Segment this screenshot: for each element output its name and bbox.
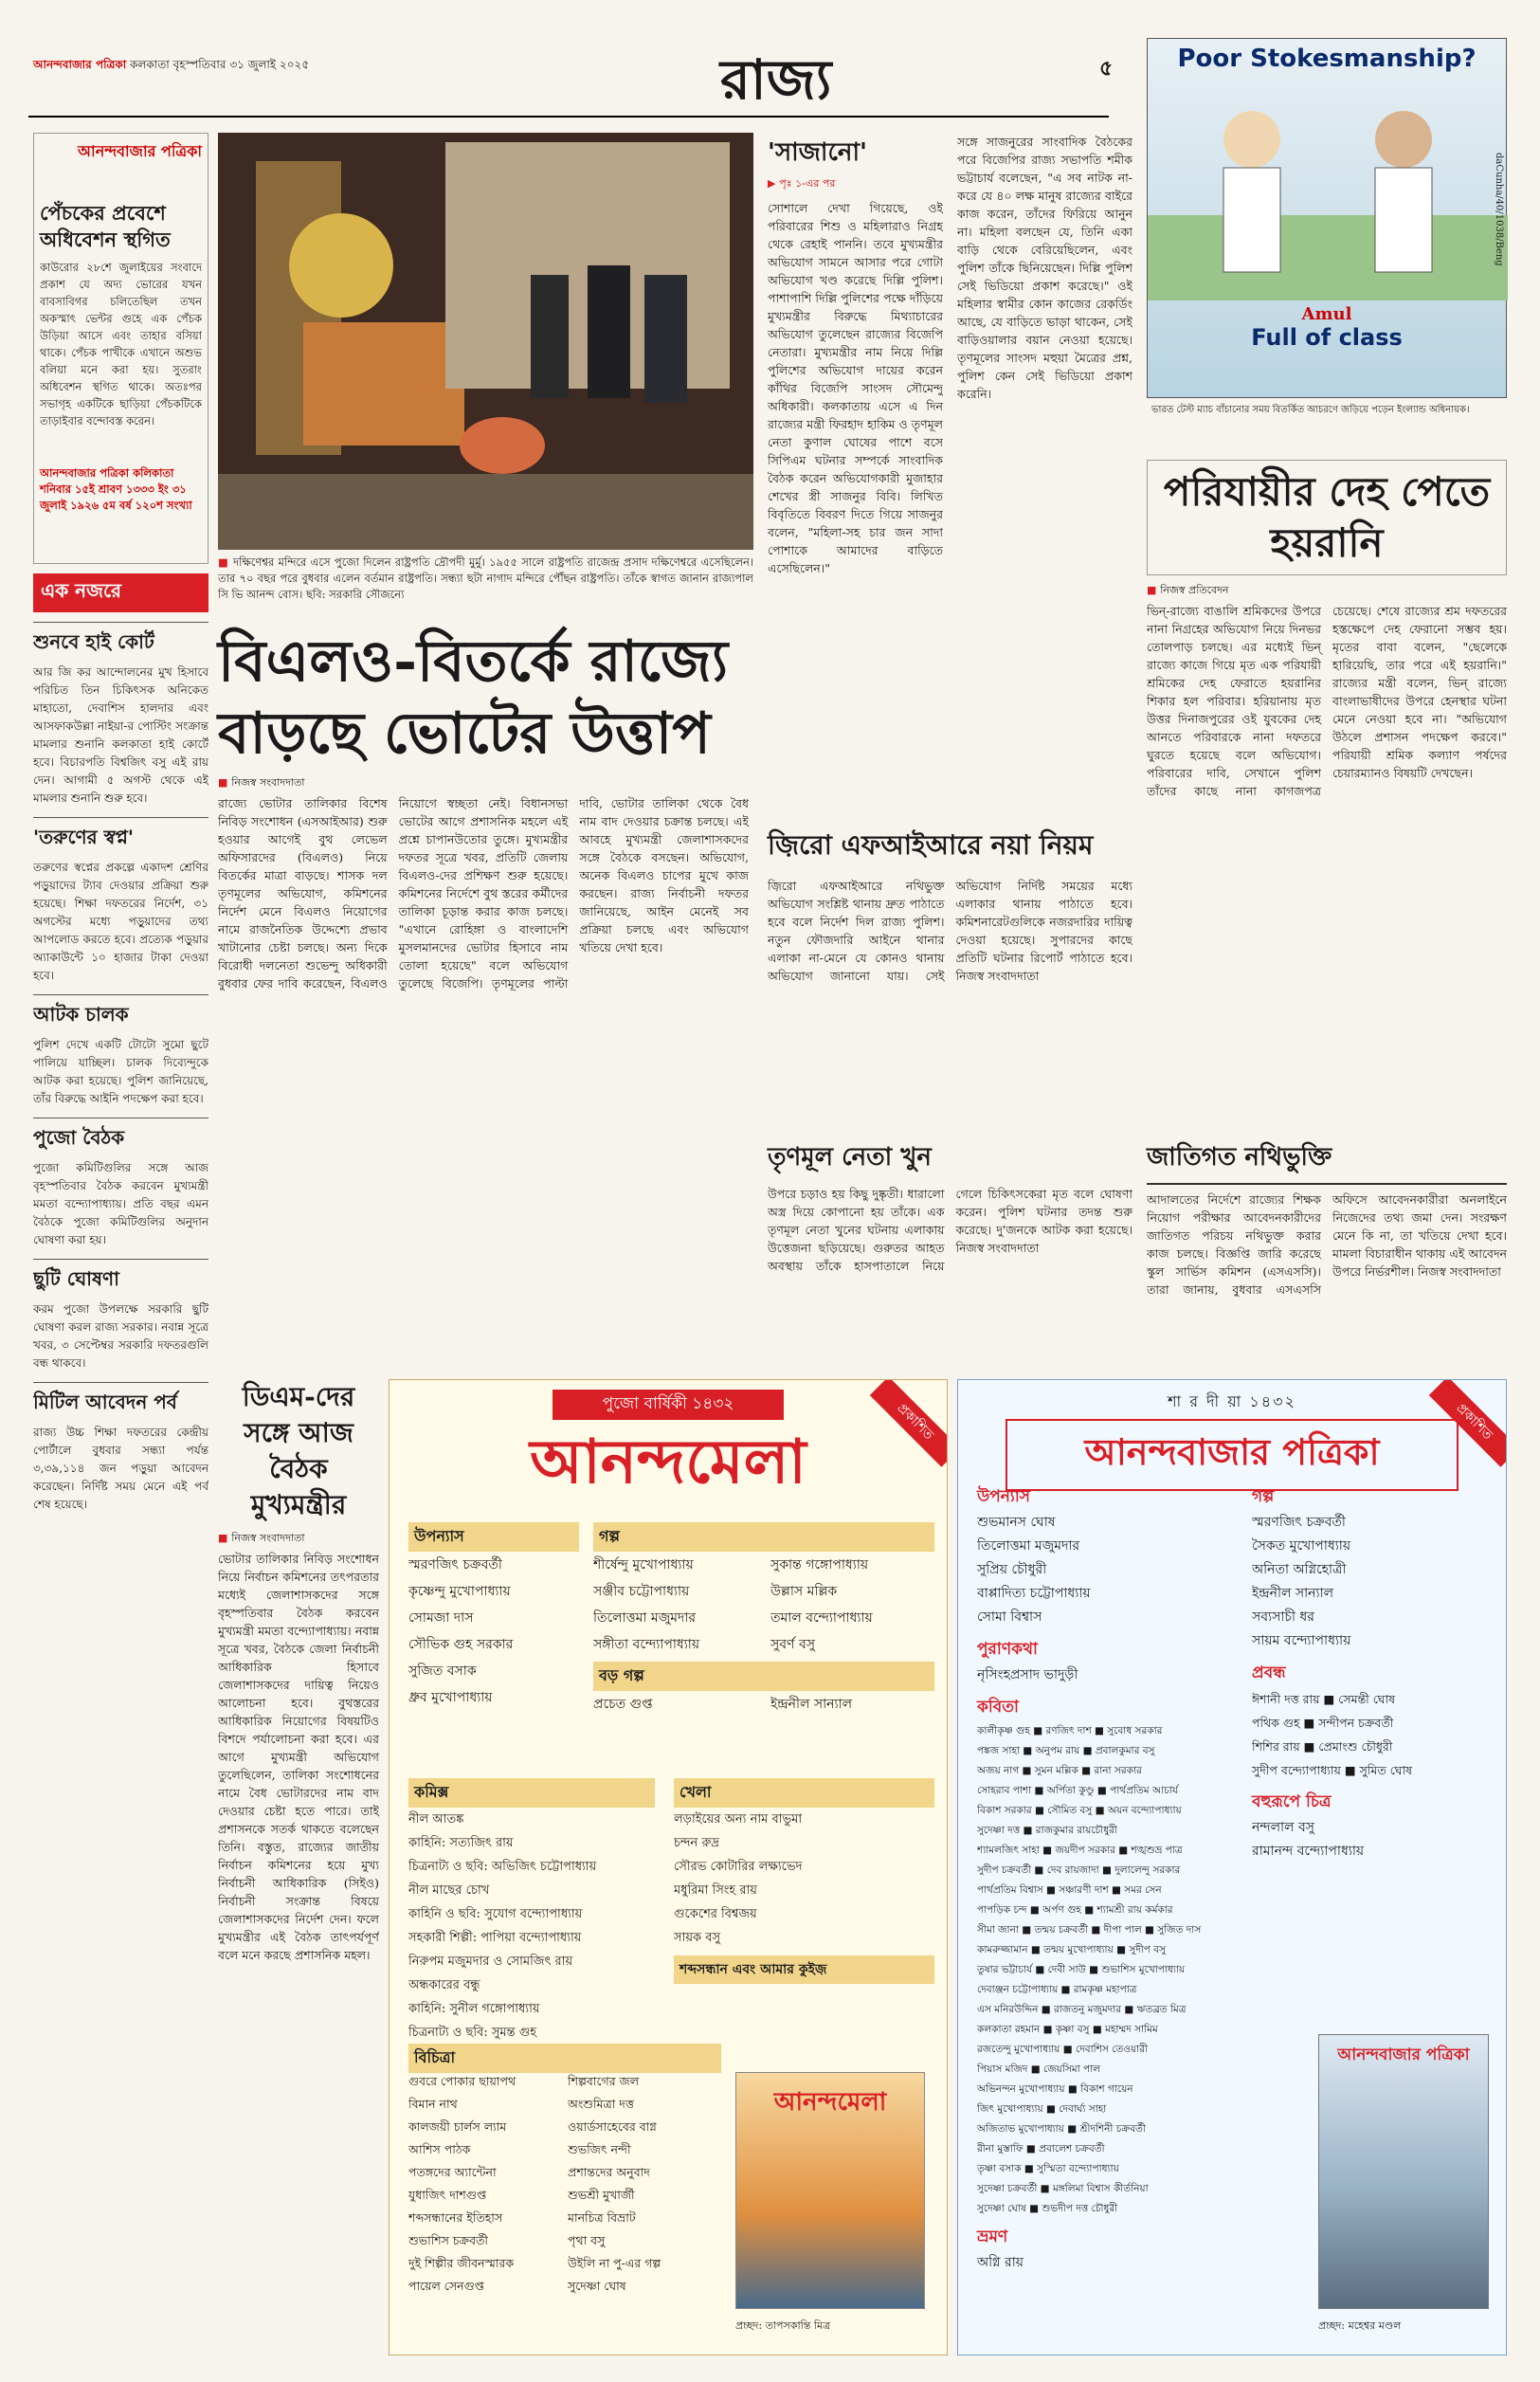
abp-left-col [977, 1484, 1223, 2274]
abp-upanyas-item: বাপ্পাদিত্য চট্টোপাধ্যায় [977, 1586, 1091, 1601]
president-photo [218, 133, 753, 550]
abp-upanyas-item: শুভমানস ঘোষ [977, 1515, 1056, 1530]
am-bichitra-item: দুই শিল্পীর জীবনস্মারক [408, 2256, 515, 2270]
cartoon-brand: Amul [1301, 304, 1352, 324]
section-title: রাজ্য [720, 47, 832, 112]
am-comics-item: অন্ধকারের বন্ধু [408, 1978, 480, 1992]
blo-headline: বিএলও-বিতর্কে রাজ্যে বাড়ছে ভোটের উত্তাপ [218, 628, 729, 767]
am-khela-block [674, 1778, 934, 1984]
cartoon-credit: daCunha/40/1038/Beng [1494, 153, 1504, 266]
ek-nojore-item-head: পুজো বৈঠক [33, 1118, 208, 1155]
blo-byline-text: নিজস্ব সংবাদদাতা [231, 776, 305, 789]
page-number: ৫ [1099, 56, 1114, 81]
am-comics-item: নীল আতঙ্ক [408, 1812, 464, 1827]
am-bichitra-item: গুবরে পোকার ছায়াপথ [408, 2074, 516, 2088]
am-comics-item: কাহিনি ও ছবি: সুযোগ বন্দ্যোপাধ্যায় [408, 1907, 583, 1921]
anandamela-cover [735, 2072, 925, 2309]
migrant-headline: পরিযায়ীর দেহ পেতে হয়রানি [1147, 460, 1507, 575]
anandamela-logo: আনন্দমেলা [530, 1427, 806, 1498]
abp-probondho-head: প্রবন্ধ [1252, 1664, 1286, 1682]
am-comics-item: সহকারী শিল্পী: পাপিয়া বন্দ্যোপাধ্যায় [408, 1931, 582, 1945]
abp-kobita-head: কবিতা [977, 1698, 1019, 1717]
ek-nojore-item-body: পুজো কমিটিগুলির সঙ্গে আজ বৃহস্পতিবার বৈঠক করবেন মুখ্যমন্ত্রী মমতা বন্দ্যোপাধ্যায়। প্রতি বছর এমন বৈঠকে পুজো কমিটিগুলির অনুদান ঘোষণা করা হয়। [33, 1161, 208, 1246]
abp-bohurupe-item: নন্দলাল বসু [1252, 1820, 1315, 1835]
caste-story [1147, 1137, 1507, 1299]
abp-kobita-item: দেবাঞ্জন চট্টোপাধ্যায় ■ রামকৃষ্ণ মহাপাত্র [977, 1984, 1137, 1995]
abp-probondho-item: সুদীপ বন্দ্যোপাধ্যায় ■ সুমিত ঘোষ [1252, 1763, 1413, 1777]
blo-body: রাজ্যে ভোটার তালিকার বিশেষ নিবিড় সংশোধন (এসআইআর) শুরু হওয়ার আগেই বুথ লেভেল অফিসারদের (বিএলও) নিয়ে বিতর্কের মাত্রা বাড়ছে। শাসক দল তৃণমূলের অভিযোগ, কমিশনের নির্দেশ মেনে বিএলও নিয়োগের নামে রাজনৈতিক উদ্দেশ্যে প্রভাব খাটানোর চেষ্টা চলছে। অন্য দিকে বিরোধী দলনেতা শুভেন্দু অধিকারী বুধবার ফের দাবি করেছেন, বিএলও নিয়োগে স্বচ্ছতা নেই। বিধানসভা ভোটের আগে প্রশাসনিক মহলে এই প্রশ্নে চাপানউতোর তুঙ্গে। মুখ্যমন্ত্রীর দফতর সূত্রে খবর, প্রতিটি জেলায় বিএলও-দের প্রশিক্ষণ শুরু হয়েছে। কমিশনের নির্দেশে বুথ স্তরের কর্মীদের তালিকা চূড়ান্ত করার কাজ চলছে। "এখানে রোহিঙ্গা ও বাংলাদেশি মুসলমানদের ভোটার হিসাবে নাম তোলা হয়েছে" বলে অভিযোগ তুলেছে বিজেপি। তৃণমূলের পাল্টা দাবি, ভোটার তালিকা থেকে বৈধ নাম বাদ দেওয়ার চক্রান্ত চলছে। এই আবহে মুখ্যমন্ত্রী জেলাশাসকদের সঙ্গে বৈঠকে বসছেন। অভিযোগ, অনেক বিএলও চাপের মুখে কাজ করছেন। রাজ্য নির্বাচনী দফতর জানিয়েছে, আইন মেনেই সব প্রক্রিয়া চলছে এবং অভিযোগ খতিয়ে দেখা হবে। [218, 796, 749, 991]
abp-bhromon-head: ভ্রমণ [977, 2227, 1008, 2246]
ek-nojore-item-head: মিটিল আবেদন পর্ব [33, 1382, 208, 1420]
am-bichitra2-item: সুদেষ্ণা ঘোষ [568, 2279, 626, 2293]
am-bichitra2-item: পৃথা বসু [568, 2233, 606, 2247]
am-bichitra-item: কালজয়ী চার্লস ল্যাম [408, 2119, 507, 2134]
anandamela-pujo: পুজো বার্ষিকী ১৪৩২ [553, 1390, 784, 1420]
dm-headline: ডিএম-দের সঙ্গে আজ বৈঠক মুখ্যমন্ত্রীর [242, 1381, 355, 1520]
masthead-rule [28, 116, 1109, 118]
caste-body: আদালতের নির্দেশে রাজ্যের শিক্ষক নিয়োগ পরীক্ষার আবেদনকারীদের জাতিগত পরিচয় নথিভুক্ত করার কাজ চলছে। বিজ্ঞপ্তি জারি করেছে স্কুল সার্ভিস কমিশন (এসএসসি)। তারা জানায়, বুধবার এসএসসি অফিসে আবেদনকারীরা অনলাইনে নিজেদের তথ্য জমা দেন। সংরক্ষণ মেনে কি না, তা খতিয়ে দেখা হবে। মামলা বিচারাধীন থাকায় এই আবেদন উপরে নির্ভরশীল। নিজস্ব সংবাদদাতা [1147, 1192, 1507, 1297]
abp-kobita-item: অজিতাভ মুখোপাধ্যায় ■ শ্রীদশিনী চক্রবর্তী [977, 2123, 1146, 2135]
archive-headline: পেঁচকের প্রবেশে অধিবেশন স্থগিত [40, 201, 171, 251]
am-upanyas-block [408, 1522, 579, 1711]
photo-caption-text: দক্ষিণেশ্বর মন্দিরে এসে পুজো দিলেন রাষ্ট্রপতি দ্রৌপদী মুর্মু। ১৯৫৫ সালে রাষ্ট্রপতি রাজেন্দ্র প্রসাদ দক্ষিণেশ্বরে এসেছিলেন। তার ৭০ বছর পরে বুধবার এলেন বর্তমান রাষ্ট্রপতি। সন্ধ্যা ছটা নাগাদ মন্দিরে পৌঁছন রাষ্ট্রপতি। তাঁকে স্বাগত জানান রাজ্যপাল সি ভি আনন্দ বোস। ছবি: সরকারি সৌজন্যে [218, 555, 753, 601]
ek-nojore-item-head: ছুটি ঘোষণা [33, 1259, 208, 1297]
abp-bhromon-item: অগ্নি রায় [977, 2255, 1024, 2270]
am-golpo-item: সুবর্ণ বসু [770, 1637, 815, 1652]
am-bichitra-item: যুধাজিৎ দাশগুপ্ত [408, 2188, 487, 2202]
am-bichitra2-item: উইলি না পু-এর গল্প [568, 2256, 661, 2270]
am-comics-item: নীল মাছের চোখ [408, 1883, 490, 1898]
am-bichitra2-item: শুভশ্রী মুখার্জী [568, 2188, 635, 2202]
am-khela-item: চন্দন রুদ্র [674, 1836, 719, 1850]
am-boro-item: প্রচেত গুপ্ত [593, 1697, 653, 1712]
abp-kobita-item: সীমা জানা ■ তন্ময় চক্রবর্তী ■ দীপা পাল ■ সুজিত দাস [977, 1924, 1202, 1936]
masthead-paper-name: আনন্দবাজার পত্রিকা [33, 58, 127, 71]
ek-nojore-item-body: আর জি কর আন্দোলনের মুখ হিসাবে পরিচিত তিন চিকিৎসক অনিকেত মাহাতো, দেবাশিস হালদার এবং আসফাকউল্লা নাইয়া-র পোস্টিং সংক্রান্ত মামলার শুনানি কলকাতা হাই কোর্টে হবে। বিচারপতি বিশ্বজিৎ বসু এই রায় দেন। আগামী ৫ অগস্ট থেকে এই মামলার শুনানি শুরু হবে। [33, 665, 208, 805]
zero-fir-body: জ়িরো এফআইআরে নথিভুক্ত অভিযোগ সংশ্লিষ্ট থানায় দ্রুত পাঠাতে হবে বলে নির্দেশ দিল রাজ্য পুলিশ। নতুন ফৌজদারি আইনে থানার এলাকা না-মেনে যে কোনও থানায় অভিযোগ জানানো যায়। সেই অভিযোগ নির্দিষ্ট সময়ের মধ্যে এলাকার থানায় পাঠাতে হবে। কমিশনারেটগুলিকে নজরদারির দায়িত্ব দেওয়া হয়েছে। সুপারদের কাছে প্রতিটি ঘটনার রিপোর্ট পাঠাতে হবে। নিজস্ব সংবাদদাতা [768, 879, 1132, 983]
am-khela-item: লড়াইয়ের অন্য নাম বাভুমা [674, 1812, 803, 1827]
abp-logo: আনন্দবাজার পত্রিকা [1006, 1419, 1458, 1491]
abp-kobita-item: সুদীপ চক্রবর্তী ■ দেব রায়জাদা ■ দুলালেন্দু সরকার [977, 1864, 1181, 1876]
abp-kobita-item: তৃষ্ণা বসাক ■ সুস্মিতা বন্দ্যোপাধ্যায় [977, 2163, 1119, 2174]
archive-footer: আনন্দবাজার পত্রিকা কলিকাতা শনিবার ১৫ই শ্রাবণ ১৩৩৩ ইং ৩১ জুলাই ১৯২৬ ৫ম বর্ষ ১২০শ সংখ্যা [40, 466, 192, 512]
am-bichitra2-item: শিল্পবাগের জল [568, 2074, 640, 2088]
ek-nojore [33, 573, 208, 2355]
abp-kobita-item: রীনা মুস্তাফি ■ প্রবালেশ চক্রবর্তী [977, 2143, 1105, 2155]
am-bichitra-item: শব্দসন্ধানের ইতিহাস [408, 2210, 503, 2225]
abp-probondho-item: শিশির রায় ■ প্রেমাংশু চৌধুরী [1252, 1739, 1393, 1754]
masthead-date-line [33, 57, 507, 72]
temple-photo-image [218, 133, 753, 550]
tmc-body: উপরে চড়াও হয় কিছু দুষ্কৃতী। ধারালো অস্ত্র দিয়ে কোপানো হয় তাঁকে। এক তৃণমূল নেতা খুনের ঘটনায় এলাকায় উত্তেজনা ছড়িয়েছে। গুরুতর আহত অবস্থায় তাঁকে হাসপাতালে নিয়ে গেলে চিকিৎসকেরা মৃত বলে ঘোষণা করেন। পুলিশ ঘটনার তদন্ত শুরু করেছে। দু'জনকে আটক করা হয়েছে। নিজস্ব সংবাদদাতা [768, 1187, 1132, 1273]
am-bichitra-item: আশিস পাঠক [408, 2142, 471, 2156]
ek-nojore-item-body: পুলিশ দেখে একটি টোটো সুমো ছুটে পালিয়ে যাচ্ছিল। চালক দিব্যেন্দুকে আটক করা হয়েছে। পুলিশ জানিয়েছে, তাঁর বিরুদ্ধে আইনি পদক্ষেপ করা হবে। [33, 1038, 208, 1105]
abp-kobita-item: তুষার ভট্টাচার্য ■ দেবী সাউ ■ শুভাশিস মুখোপাধ্যায় [977, 1964, 1186, 1975]
archive-body: কাউরোর ২৮শে জুলাইয়ের সংবাদে প্রকাশ যে অদ্য ভোরের যখন বাবসাবিগর চলিতেছিল তখন অকস্মাৎ ভেন্টর গুহে এক পেঁচক উড়িয়া আসে এবং তাহার বসিয়া থাকে। পেঁচক পাখীকে এখানে অশুভ বলিয়া মনে করা হয়। সুতরাং অধিবেশন স্থগিত থাকে। অতঃপর সভাগৃহ একটিকে ছাড়িয়া পেঁচকটিকে তাড়াইবার বন্দোবস্ত করেন। [40, 261, 202, 427]
cartoon-title: Poor Stokesmanship? [1177, 45, 1477, 73]
archive-box [33, 133, 208, 564]
abp-sharodiya: শা র দী য়া ১৪৩২ [1168, 1392, 1296, 1410]
blo-byline: ■ নিজস্ব সংবাদদাতা [218, 776, 305, 789]
cartoon-caption: ভারত টেস্ট ম্যাচ বাঁচানোর সময় বিতর্কিত আচরণে জড়িয়ে পড়েন ইংল্যান্ড অধিনায়ক। [1151, 405, 1470, 415]
tmc-story [768, 1137, 1132, 1365]
caste-headline: জাতিগত নথিভুক্তি [1147, 1137, 1507, 1185]
abp-bohurupe-head: বহুরূপে চিত্র [1252, 1792, 1332, 1811]
sajano-story [768, 133, 1137, 763]
abp-golpo-item: অনিতা অগ্নিহোত্রী [1252, 1562, 1347, 1577]
migrant-story [1147, 460, 1507, 1123]
dm-byline-text: নিজস্ব সংবাদদাতা [231, 1532, 305, 1544]
photo-caption: ■ দক্ষিণেশ্বর মন্দিরে এসে পুজো দিলেন রাষ্ট্রপতি দ্রৌপদী মুর্মু। ১৯৫৫ সালে রাষ্ট্রপতি রাজেন্দ্র প্রসাদ দক্ষিণেশ্বরে এসেছিলেন। তার ৭০ বছর পরে বুধবার এলেন বর্তমান রাষ্ট্রপতি। সন্ধ্যা ছটা নাগাদ মন্দিরে পৌঁছন রাষ্ট্রপতি। তাঁকে স্বাগত জানান রাজ্যপাল সি ভি আনন্দ বোস। ছবি: সরকারি সৌজন্যে [218, 555, 753, 601]
abp-kobita-item: সুদেষ্ণা দত্ত ■ রাজকুমার রায়চৌধুরী [977, 1825, 1117, 1836]
am-bichitra2-item: মানচিত্র বিভ্রাট [568, 2210, 636, 2225]
abp-kobita-item: সুদেষ্ণা ঘোষ ■ শুভদীপ দত্ত চৌধুরী [977, 2203, 1118, 2214]
abp-kobita-item: বিকাশ সরকার ■ সৌমিত বসু ■ অয়ন বন্দ্যোপাধ্যায় [977, 1805, 1182, 1816]
abp-right-col [1252, 1484, 1498, 1864]
am-khela-item: মধুরিমা সিংহ রায় [674, 1883, 757, 1898]
am-khela-head: খেলা [674, 1778, 934, 1808]
migrant-body: ভিন্-রাজ্যে বাঙালি শ্রমিকদের উপরে নানা নিগ্রহের অভিযোগ নিয়ে দিনভর তোলপাড় চলছে। এর মধ্যেই ভিন্ রাজ্যে কাজে গিয়ে মৃত এক পরিযায়ী শ্রমিকের দেহ ফেরাতে হয়রানির শিকার হল পরিবার। হরিয়ানায় মৃত উত্তর দিনাজপুরের ওই যুবকের দেহ আনতে পরিবারকে নানা দফতরে ঘুরতে হয়েছে বলে অভিযোগ। পরিবারের দাবি, সেখানে পুলিশ তাঁদের কাছে নানা কাগজপত্র চেয়েছে। শেষে রাজ্যের শ্রম দফতরের হস্তক্ষেপে দেহ ফেরানো সম্ভব হয়। মৃতের বাবা বলেন, "ছেলেকে হারিয়েছি, তার পরে এই হয়রানি।" রাজ্যের মন্ত্রী বলেন, ভিন্ রাজ্যে বাংলাভাষীদের উপরে হেনস্থার ঘটনা মেনে নেওয়া হবে না। "অভিযোগ উঠলে প্রশাসন পদক্ষেপ করবে।" পরিযায়ী শ্রমিক কল্যাণ পর্ষদের চেয়ারম্যানও বিষয়টি দেখছেন। [1147, 604, 1507, 798]
masthead-date: কলকাতা বৃহস্পতিবার ৩১ জুলাই ২০২৫ [130, 58, 310, 71]
am-boro-head: বড় গল্প [593, 1662, 934, 1691]
am-bichitra-item: পায়েল সেনগুপ্ত [408, 2279, 484, 2293]
abp-golpo-head: গল্প [1252, 1487, 1275, 1506]
anandamela-cover-credit: প্রচ্ছদ: তাপসকান্তি মিত্র [735, 2319, 831, 2332]
zero-fir-headline: জ়িরো এফআইআরে নয়া নিয়ম [768, 829, 1094, 861]
am-bichitra-item: পতঙ্গদের অ্যান্টেনা [408, 2165, 497, 2179]
am-bichitra-item: শুভাশিস চক্রবর্তী [408, 2233, 489, 2247]
abp-puran-item: নৃসিংহপ্রসাদ ভাদুড়ী [977, 1667, 1078, 1682]
am-bichitra-head: বিচিত্রা [408, 2044, 721, 2073]
am-comics-head: কমিক্স [408, 1778, 655, 1808]
dm-byline: ■ নিজস্ব সংবাদদাতা [218, 1532, 305, 1544]
ek-nojore-item-head: শুনবে হাই কোর্ট [33, 622, 208, 660]
am-bichitra2-item: অংশুমিত্রা দত্ত [568, 2097, 634, 2111]
am-comics-item: চিত্রনাট্য ও ছবি: সুমন্ত গুহ [408, 2026, 537, 2040]
abp-cover [1318, 2034, 1489, 2309]
abp-golpo-item: সায়ম বন্দ্যোপাধ্যায় [1252, 1633, 1351, 1648]
archive-logo: আনন্দবাজার পত্রিকা [78, 142, 202, 160]
am-bichitra-block [408, 2044, 721, 2293]
am-comics-block [408, 1778, 655, 2045]
am-bichitra-item: বিমান নাথ [408, 2097, 458, 2111]
am-upanyas-item: কৃষ্ণেন্দু মুখোপাধ্যায় [408, 1584, 511, 1599]
abp-cover-logo: আনন্দবাজার পত্রিকা [1337, 2046, 1470, 2064]
am-golpo-item: শীর্ষেন্দু মুখোপাধ্যায় [593, 1557, 694, 1573]
abp-sharodiya-ad [957, 1379, 1507, 2355]
zero-fir-story [768, 825, 1132, 1109]
cartoon-illustration [1148, 73, 1508, 300]
am-upanyas-item: সোমজা দাস [408, 1610, 474, 1626]
am-golpo-item: সঞ্জীব চট্টোপাধ্যায় [593, 1584, 690, 1599]
am-khela-item: গুকেশের বিশ্বজয় [674, 1907, 757, 1921]
am-golpo-item: তমাল বন্দ্যোপাধ্যায় [770, 1610, 873, 1626]
dm-meeting-story [218, 1379, 379, 2355]
abp-golpo-item: সৈকত মুখোপাধ্যায় [1252, 1538, 1351, 1554]
abp-upanyas-item: তিলোত্তমা মজুমদার [977, 1538, 1080, 1554]
migrant-byline-text: নিজস্ব প্রতিবেদন [1160, 584, 1229, 596]
abp-cover-credit: প্রচ্ছদ: মহেশ্বর মণ্ডল [1318, 2319, 1402, 2332]
abp-upanyas-item: সোমা বিশ্বাস [977, 1609, 1042, 1625]
sajano-col2: সঙ্গে সাজনুরের সাংবাদিক বৈঠকের পরে বিজেপির রাজ্য সভাপতি শমীক ভট্টাচার্য বলেছেন, "এ সব নাটক না-করে যে ৪০ লক্ষ মানুষ রাজ্যের বাইরে কাজ করেন, তাঁদের ফিরিয়ে আনুন না। মহিলা বলছেন যে, তিনি একা বাড়ি থেকে বেরিয়েছিলেন, এবং পুলিশ তাঁকে ছিনিয়েছেন। দিল্লি পুলিশ সেই ভিডিয়ো প্রকাশ করেছে।" ওই মহিলার স্বামীর কোন কাজের রেকর্ডিং আছে, যে বাড়িতে ভাড়া থাকেন, সেই বাড়িওয়ালার বয়ান নেওয়া হয়েছে। তৃণমূলের সাংসদ মহুয়া মৈত্রের প্রশ্ন, পুলিশ কেন সেই ভিডিয়ো প্রকাশ করেনি। [957, 135, 1132, 401]
abp-kobita-item: কামরুজ্জামান ■ তন্ময় মুখোপাধ্যায় ■ সুদীপ বসু [977, 1944, 1167, 1955]
abp-upanyas-item: সুপ্রিয় চৌধুরী [977, 1562, 1047, 1577]
dm-body: ভোটার তালিকার নিবিড় সংশোধন নিয়ে নির্বাচন কমিশনের তৎপরতার মধ্যেই জেলাশাসকদের সঙ্গে বৃহস্পতিবার বৈঠক করবেন মুখ্যমন্ত্রী মমতা বন্দ্যোপাধ্যায়। নবান্ন সূত্রে খবর, বৈঠকে জেলা নির্বাচনী আধিকারিক হিসাবে জেলাশাসকদের দায়িত্ব নিয়েও আলোচনা হবে। বুথস্তরের আধিকারিক নিয়োগের বিষয়টিও বিশদে পর্যালোচনা করা হবে। এর আগে মুখ্যমন্ত্রী অভিযোগ তুলেছিলেন, তালিকা সংশোধনের নামে বৈধ ভোটারদের নাম বাদ দেওয়ার চেষ্টা হতে পারে। তাই প্রশাসনকে সতর্ক থাকতে বলেছেন তিনি। বস্তুত, রাজ্যের জাতীয় নির্বাচন কমিশনের হয়ে মুখ্য নির্বাচনী আধিকারিক (সিইও) নির্বাচনী সংক্রান্ত বিষয়ে জেলাশাসকদের নির্দেশ দেন। ফলে মুখ্যমন্ত্রীর এই বৈঠক তাৎপর্যপূর্ণ বলে মনে করছে প্রশাসনিক মহল। [218, 1552, 379, 1962]
migrant-byline: ■ নিজস্ব প্রতিবেদন [1147, 584, 1229, 596]
ek-nojore-item-head: 'তরুণের স্বপ্ন' [33, 817, 208, 855]
abp-golpo-item: ইন্দ্রনীল সান্যাল [1252, 1586, 1334, 1601]
am-comics-item: কাহিনি: সুনীল গঙ্গোপাধ্যায় [408, 2002, 540, 2016]
abp-kobita-item: কলকাতা রহমান ■ কৃষ্ণা বসু ■ মহাম্মদ সামিম [977, 2024, 1158, 2035]
am-golpo-block [593, 1522, 934, 1718]
am-khela-item: সায়ক বসু [674, 1931, 721, 1945]
am-bichitra2-item: ওয়ার্ডসাহেবের বাগ্ন [568, 2119, 657, 2134]
anandamela-cover-logo: আনন্দমেলা [773, 2088, 887, 2117]
ek-nojore-item-head: আটক চালক [33, 994, 208, 1032]
am-upanyas-item: ধ্রুব মুখোপাধ্যায় [408, 1690, 493, 1705]
am-golpo-head: গল্প [593, 1522, 934, 1552]
sajano-cont-text: পৃঃ ১-এর পর [779, 177, 836, 190]
am-golpo-item: উল্লাস মল্লিক [770, 1584, 838, 1599]
am-comics-item: চিত্রনাট্য ও ছবি: অভিজিৎ চট্টোপাধ্যায় [408, 1860, 597, 1874]
tmc-headline: তৃণমূল নেতা খুন [768, 1143, 932, 1172]
abp-tag: প্রকাশিত [1429, 1379, 1507, 1467]
abp-kobita-item: সুদেষ্ণা চক্রবর্তী ■ মঙ্গলিমা বিশ্বাস কীর্তনিয়া [977, 2183, 1149, 2194]
am-comics-item: নিরুপম মজুমদার ও সোমজিৎ রায় [408, 1955, 573, 1969]
abp-kobita-item: শ্যামলজিৎ সাহা ■ জয়দীপ সরকার ■ শঙ্খশুভ্র পাত্র [977, 1845, 1183, 1856]
ek-nojore-item-body: করম পুজো উপলক্ষে সরকারি ছুটি ঘোষণা করল রাজ্য সরকার। নবান্ন সূত্রে খবর, ৩ সেপ্টেম্বর সরকারি দফতরগুলি বন্ধ থাকবে। [33, 1302, 208, 1370]
abp-upanyas-head: উপন্যাস [977, 1487, 1031, 1506]
ek-nojore-item-body: তরুণের স্বপ্নের প্রকল্পে একাদশ শ্রেণির পড়ুয়াদের ট্যাব দেওয়ার প্রক্রিয়া শুরু হয়েছে। শিক্ষা দফতরের নির্দেশ, ৩১ অগস্টের মধ্যে পড়ুয়াদের তথ্য আপলোড করতে হবে। প্রত্যেক পড়ুয়ার অ্যাকাউন্টে ১০ হাজার টাকা দেওয়া হবে। [33, 861, 208, 982]
cartoon-tagline: Full of class [1251, 324, 1403, 351]
am-upanyas-head: উপন্যাস [408, 1522, 579, 1552]
am-comics-item: কাহিনি: সত্যজিৎ রায় [408, 1836, 514, 1850]
abp-golpo-item: স্মরণজিৎ চক্রবর্তী [1252, 1515, 1346, 1530]
sajano-cont: ▶ পৃঃ ১-এর পর [768, 177, 836, 190]
abp-probondho-item: পথিক গুহ ■ সন্দীপন চক্রবর্তী [1252, 1716, 1394, 1730]
abp-kobita-item: সোহরাব পাশা ■ অর্পিতা কুণ্ডু ■ পার্থপ্রতিম আচার্য [977, 1785, 1178, 1796]
anandamela-tag: প্রকাশিত [870, 1379, 948, 1467]
am-upanyas-item: সুজিত বসাক [408, 1664, 477, 1679]
abp-puran-head: পুরাণকথা [977, 1640, 1038, 1659]
ek-nojore-title: এক নজরে [33, 573, 208, 612]
abp-kobita-item: অজয় নাগ ■ সুমন মল্লিক ■ রানা সরকার [977, 1765, 1142, 1776]
sajano-col1: সোশালে দেখা গিয়েছে, ওই পরিবারের শিশু ও মহিলারাও নিগ্রহ থেকে রেহাই পাননি। তবে মুখ্যমন্ত্রীর অভিযোগ সামনে আসার পরে গোটা অভিযোগ খণ্ড করেছে দিল্লি পুলিশ। পাশাপাশি দিল্লি পুলিশের পক্ষে দাঁড়িয়ে মুখ্যমন্ত্রীর বিরুদ্ধে মিথ্যাচারের অভিযোগ তুলেছেন রাজ্যের বিজেপি নেতারা। মুখ্যমন্ত্রীর নাম নিয়ে দিল্লি পুলিশের অভিযোগ দায়ের করেন কাঁথির বিজেপি সাংসদ সৌমেন্দু অধিকারী। কলকাতায় এসে এ দিন রাজ্যের মন্ত্রী ফিরহাদ হাকিম ও তৃণমূল নেতা কুণাল ঘোষের পাশে বসে সিপিএম ঘটনার সম্পর্কে সাংবাদিক বৈঠক করেন অভিযোগকারী মুজাহার শেখের স্ত্রী সাজনুর বিবি। লিখিত বিবৃতিতে বিবরণ দিতে গিয়ে সাজনুর বলেন, "মহিলা-সহ চার জন সাদা পোশাকে আমাদের বাড়িতে এসেছিলেন।" [768, 201, 943, 575]
abp-kobita-item: পাপড়িক চন্দ ■ অর্পণ গুহ ■ শ্যামশ্রী রায় কর্মকার [977, 1904, 1173, 1916]
am-khela-item: সৌরভ কোটারির লক্ষ্যভেদ [674, 1860, 803, 1874]
abp-kobita-item: পার্থপ্রতিম বিশ্বাস ■ সঞ্চারণী দাশ ■ সমর সেন [977, 1884, 1162, 1896]
abp-kobita-item: রজতেন্দু মুখোপাধ্যায় ■ দেবাশিস তেওয়ারী [977, 2044, 1148, 2055]
abp-kobita-item: পিয়াস মজিদ ■ জেয়সিমা পাল [977, 2064, 1100, 2075]
am-golpo-item: সুকান্ত গঙ্গোপাধ্যায় [770, 1557, 869, 1573]
abp-kobita-item: পঙ্কজ সাহা ■ অনুপম রায় ■ প্রবালকুমার বসু [977, 1745, 1155, 1756]
abp-kobita-item: এস মনিরউদ্দিন ■ রাজতনু মজুমদার ■ ঋতব্রত মিত্র [977, 2004, 1187, 2015]
am-sabdo: শব্দসন্ধান এবং আমার কুইজ় [674, 1955, 934, 1984]
blo-story [218, 626, 749, 1365]
amul-cartoon [1147, 38, 1507, 398]
sajano-title: 'সাজানো' [768, 138, 867, 167]
am-golpo-item: তিলোত্তমা মজুমদার [593, 1610, 697, 1626]
abp-kobita-item: কালীকৃষ্ণ গুহ ■ রণজিৎ দাশ ■ সুবোধ সরকার [977, 1725, 1163, 1736]
abp-kobita-item: জিৎ মুখোপাধ্যায় ■ দেবার্ঘ্য সাহা [977, 2103, 1107, 2115]
am-upanyas-item: স্মরণজিৎ চক্রবর্তী [408, 1557, 502, 1573]
am-golpo-item: সঙ্গীতা বন্দ্যোপাধ্যায় [593, 1637, 700, 1652]
am-bichitra2-item: শুভজিৎ নন্দী [568, 2142, 631, 2156]
abp-bohurupe-item: রামানন্দ বন্দ্যোপাধ্যায় [1252, 1844, 1365, 1859]
abp-probondho-item: ঈশানী দত্ত রায় ■ সেমন্তী ঘোষ [1252, 1692, 1396, 1706]
am-boro-item: ইন্দ্রনীল সান্যাল [770, 1697, 853, 1712]
ek-nojore-item-body: রাজ্য উচ্চ শিক্ষা দফতরের কেন্দ্রীয় পোর্টালে বুধবার সন্ধ্যা পর্যন্ত ৩,৩৯,১১৪ জন পড়ুয়া আবেদন করেছেন। নির্দিষ্ট সময় মেনে এই পর্ব শেষ হয়েছে। [33, 1426, 208, 1511]
abp-golpo-item: সব্যসাচী ধর [1252, 1609, 1314, 1625]
anandamela-ad [389, 1379, 948, 2355]
abp-kobita-item: অভিনন্দন মুখোপাধ্যায় ■ বিকাশ গায়েন [977, 2083, 1133, 2095]
am-bichitra2-item: প্রশান্তদের অনুবাদ [568, 2165, 650, 2179]
am-upanyas-item: সৌভিক গুহ সরকার [408, 1637, 514, 1652]
